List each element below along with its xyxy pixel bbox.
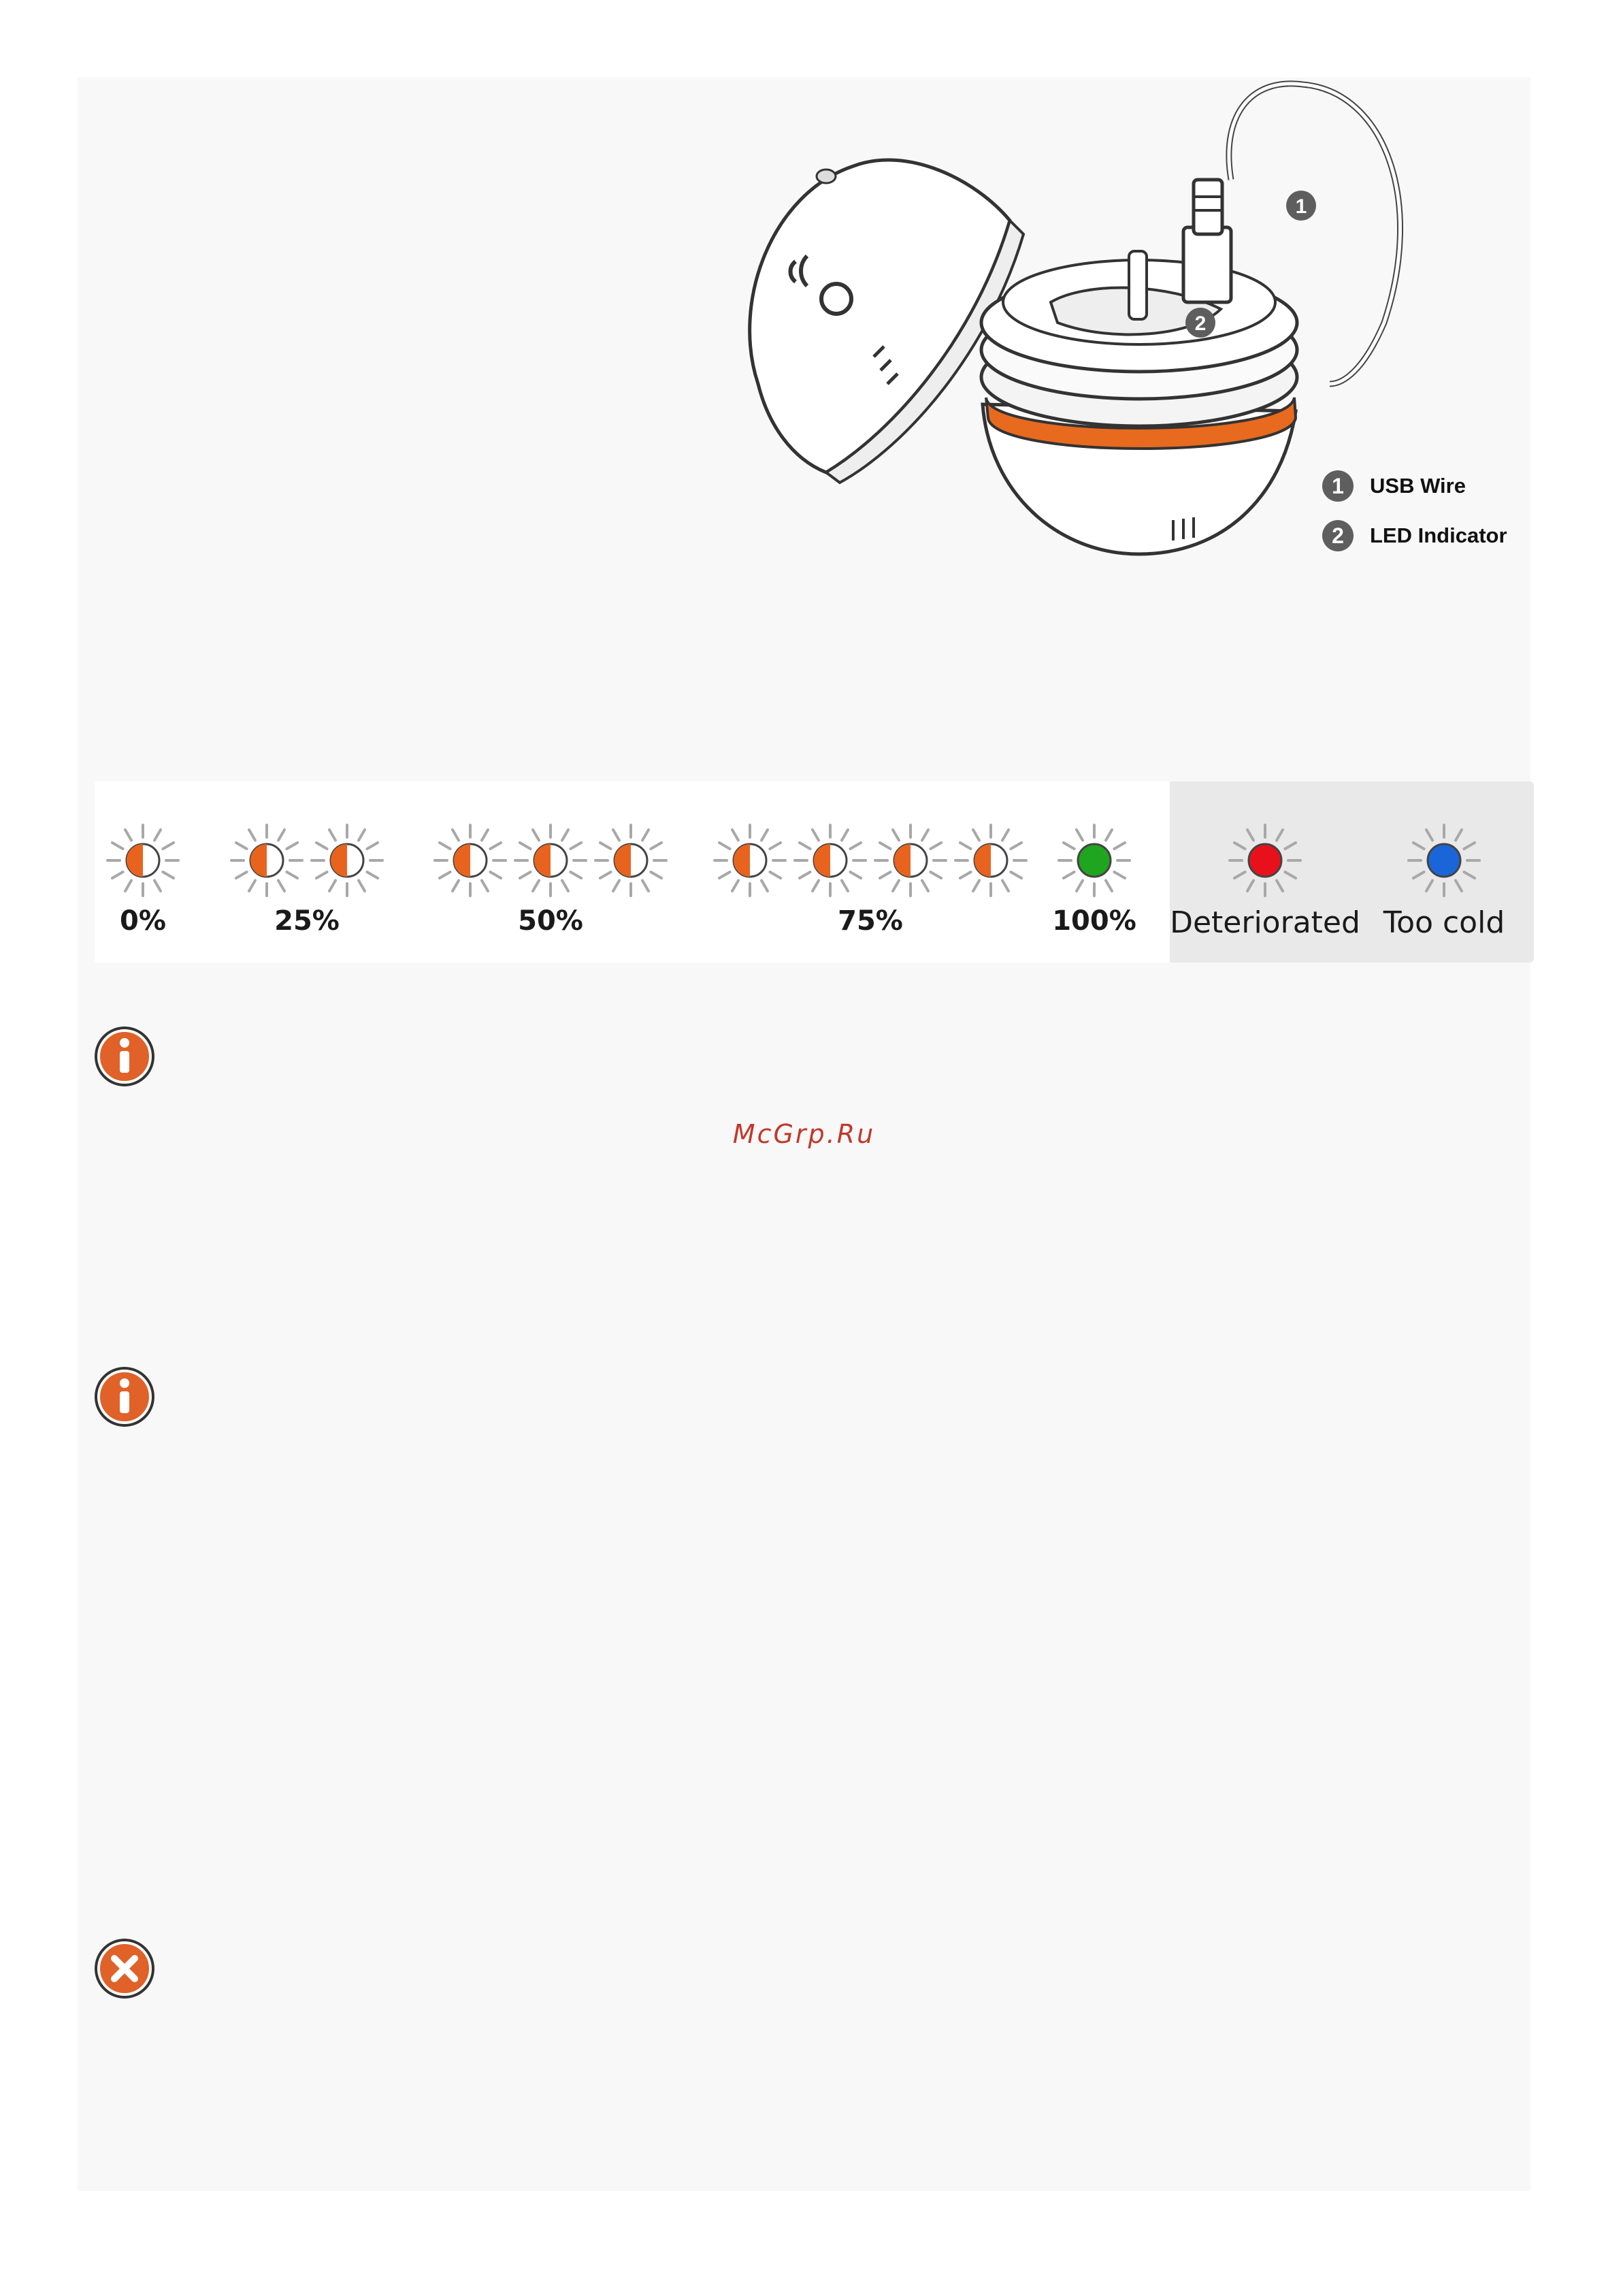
led-icon-half (795, 825, 866, 896)
device-illustration (731, 78, 1411, 568)
led-icon-half (108, 825, 178, 896)
manual-page (78, 78, 1530, 2191)
legend-number: 2 (1322, 520, 1354, 551)
charge-label-100: 100% (1052, 905, 1136, 937)
svg-text:2: 2 (1194, 312, 1207, 335)
led-icon-warning (1230, 825, 1300, 896)
warning-icon (92, 1936, 157, 2001)
legend-label: USB Wire (1370, 474, 1466, 498)
led-status-chart (95, 781, 1513, 963)
led-icon-half (312, 825, 382, 896)
state-label-too-cold: Too cold (1383, 905, 1505, 940)
charge-label-0: 0% (120, 905, 166, 937)
legend-label: LED Indicator (1370, 523, 1507, 547)
led-icon-half (435, 825, 506, 896)
led-icon-half (515, 825, 586, 896)
state-label-deteriorated: Deteriorated (1170, 905, 1360, 940)
charge-label-75: 75% (838, 905, 903, 937)
led-icon-half (595, 825, 666, 896)
led-icon-half (715, 825, 785, 896)
led-icon-warning (1409, 825, 1479, 896)
legend-item-led-indicator (1322, 515, 1507, 556)
charge-label-25: 25% (274, 905, 340, 937)
info-icon (92, 1364, 157, 1429)
legend-item-usb-wire (1322, 466, 1466, 506)
led-icon-half (875, 825, 946, 896)
led-icon-half (231, 825, 302, 896)
svg-text:1: 1 (1295, 195, 1307, 218)
base (981, 180, 1297, 554)
watermark: McGrp.Ru (732, 1119, 876, 1149)
info-icon (92, 1024, 157, 1089)
led-icon-half (955, 825, 1026, 896)
led-icon-full (1059, 825, 1130, 896)
legend-number: 1 (1322, 470, 1354, 502)
charge-label-50: 50% (518, 905, 583, 937)
